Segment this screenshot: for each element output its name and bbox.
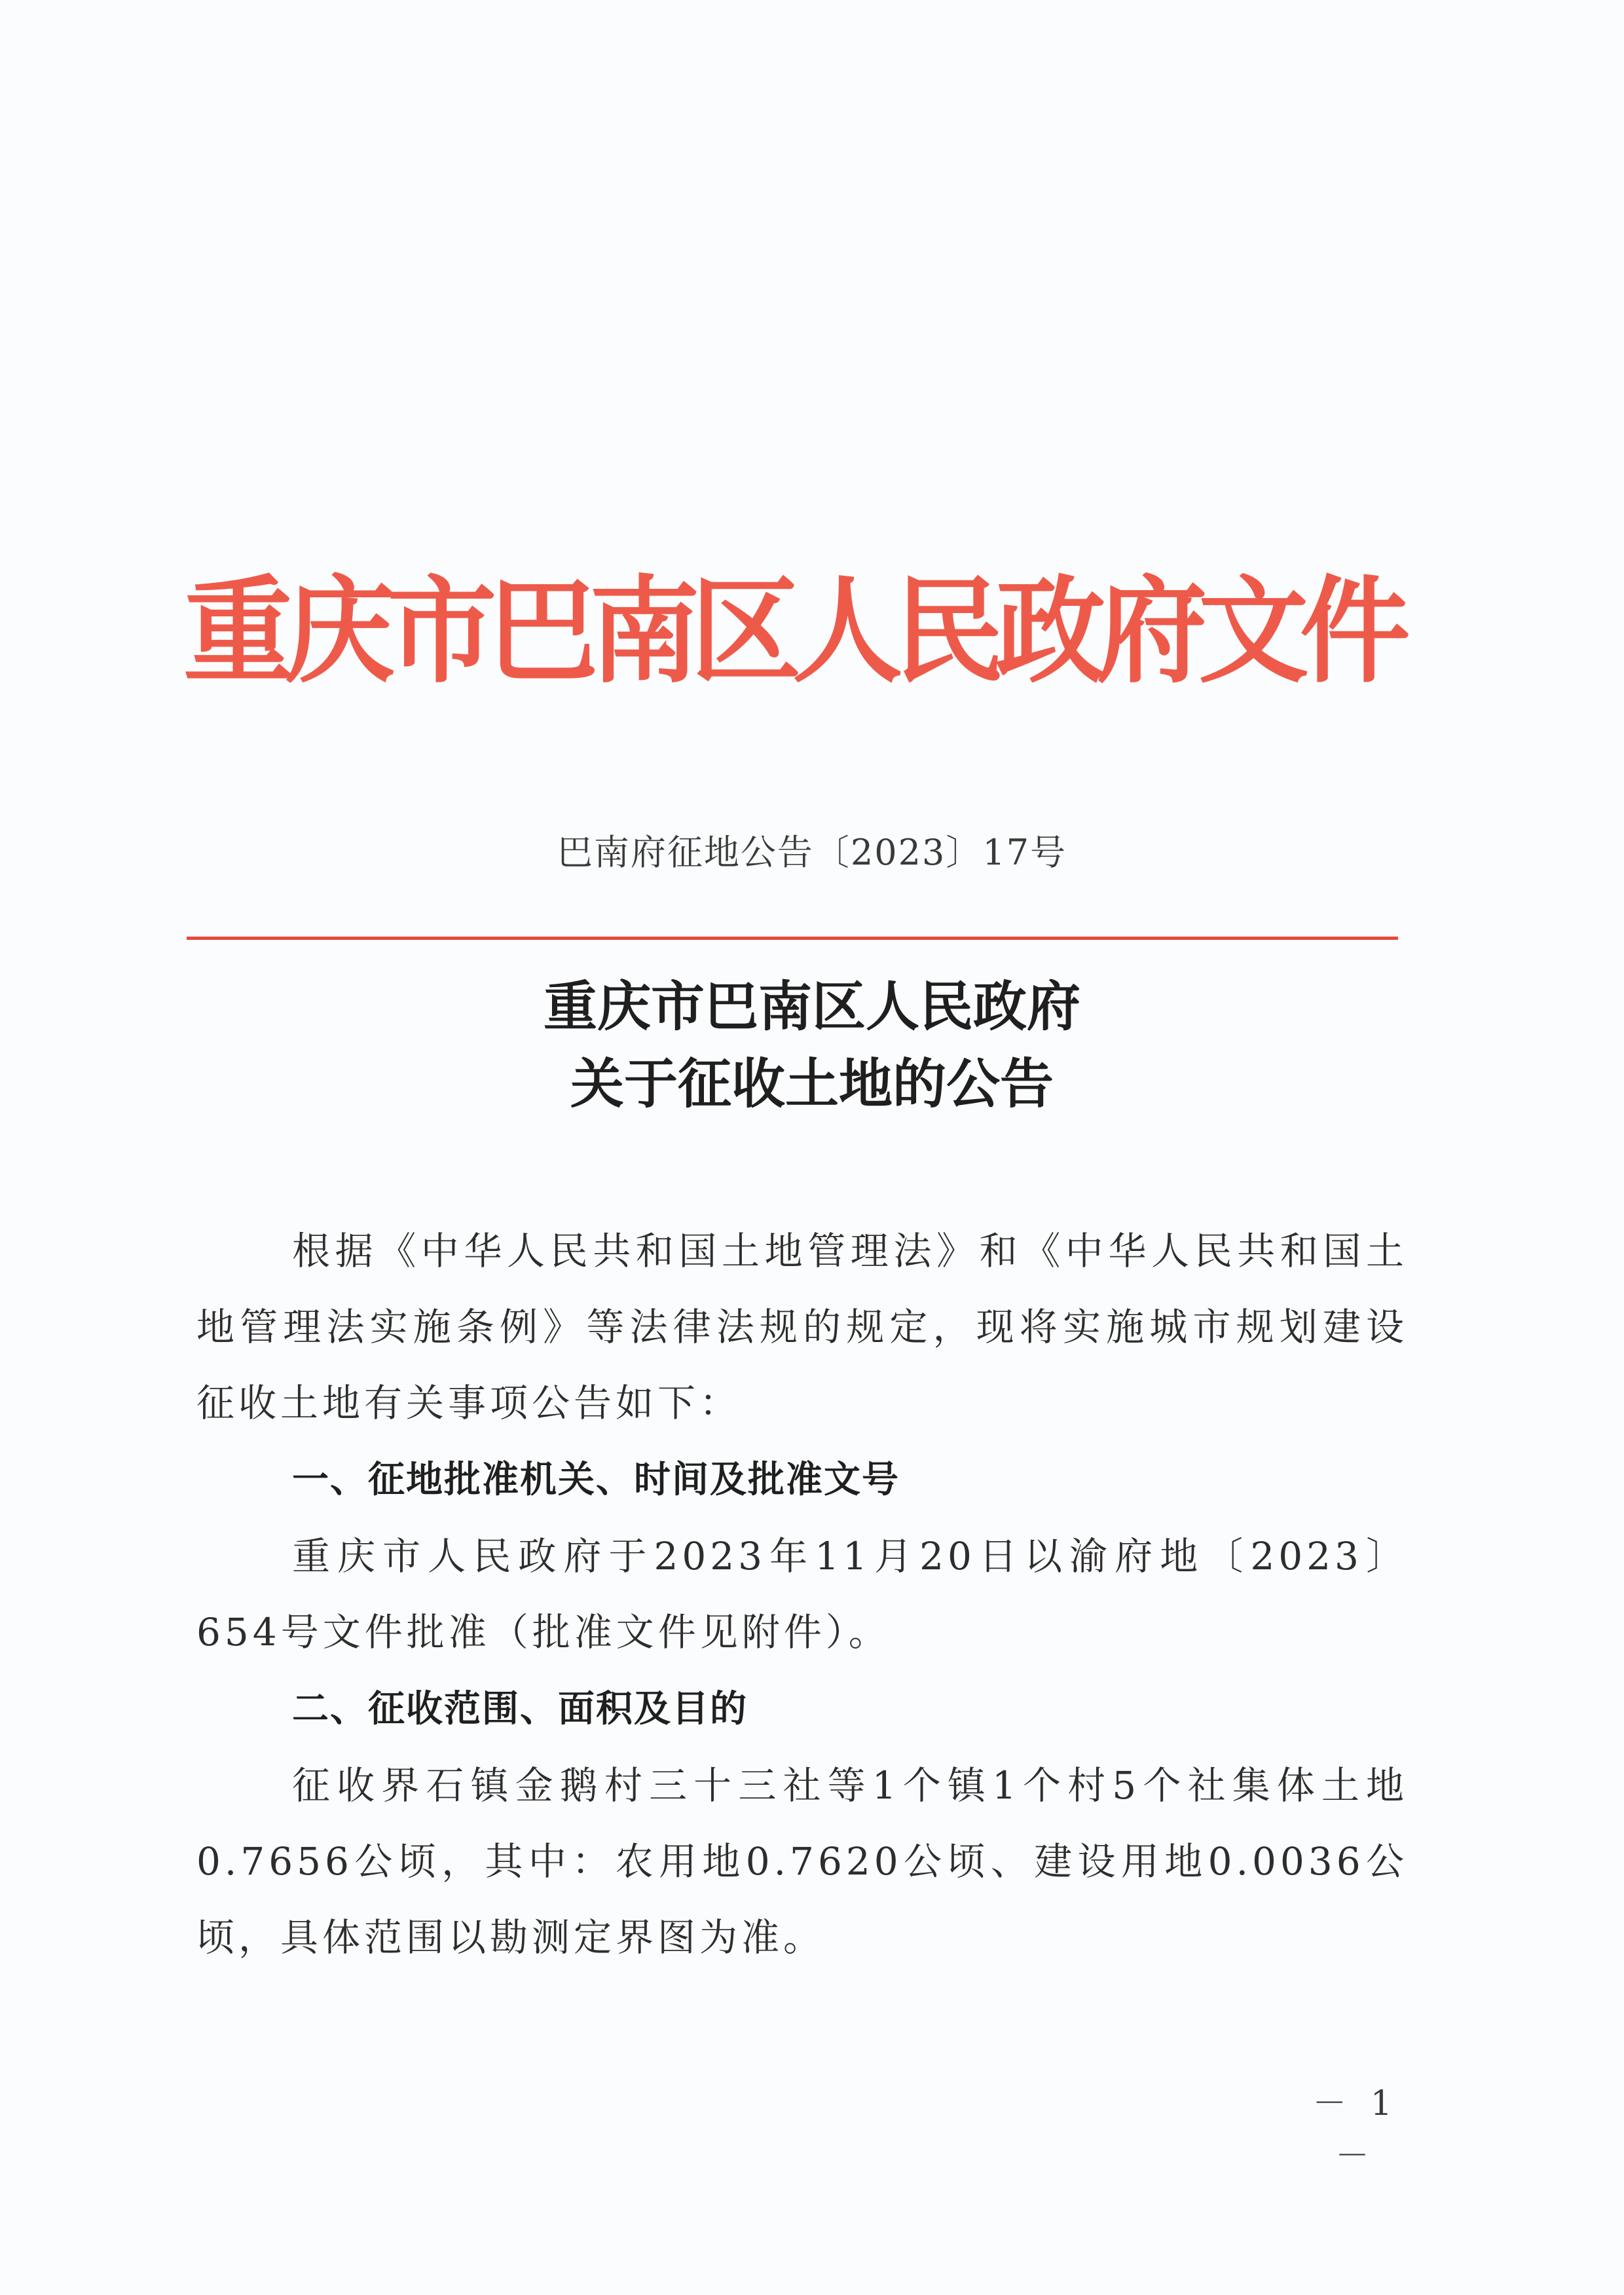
document-number: 巴南府征地公告〔2023〕17号 — [557, 832, 1067, 873]
intro-paragraph: 根据《中华人民共和国土地管理法》和《中华人民共和国土地管理法实施条例》等法律法规的规定，现将实施城市规划建设征收土地有关事项公告如下： — [196, 1229, 1408, 1425]
notice-title-line-1: 重庆市巴南区人民政府 — [543, 975, 1080, 1038]
section-2-heading: 二、征收范围、面积及目的 — [292, 1688, 748, 1730]
red-divider-line — [187, 937, 1398, 940]
section-1-heading: 一、征地批准机关、时间及批准文号 — [292, 1459, 900, 1501]
page-number: － 1 － — [1312, 2084, 1399, 2176]
section-1-paragraph: 重庆市人民政府于2023年11月20日以渝府地〔2023〕654号文件批准（批准文件见附件）。 — [196, 1534, 1408, 1654]
notice-title-line-2: 关于征收土地的公告 — [570, 1053, 1054, 1115]
masthead-title: 重庆市巴南区人民政府文件 — [183, 565, 1402, 699]
section-2-paragraph: 征收界石镇金鹅村三十三社等1个镇1个村5个社集体土地0.7656公顷，其中：农用地0.7620公顷、建设用地0.0036公顷，具体范围以勘测定界图为准。 — [196, 1763, 1408, 1960]
